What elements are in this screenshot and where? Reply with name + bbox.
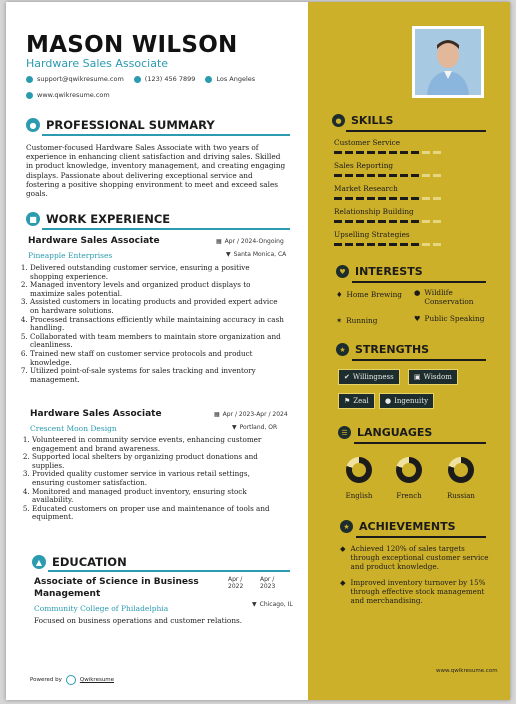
strength-3-text: Zeal — [353, 397, 369, 405]
job-2-dates-text: Apr / 2023-Apr / 2024 — [222, 411, 288, 418]
skills-divider — [346, 130, 486, 132]
language-3-ring — [448, 457, 474, 483]
website-row — [26, 91, 110, 99]
skill-segment — [378, 243, 386, 246]
strengths-divider — [352, 359, 486, 361]
job-1-company: Pineapple Enterprises — [28, 251, 113, 260]
skill-2-name: Sales Reporting — [334, 161, 394, 170]
thumbs-up-icon: ✔ — [344, 373, 350, 381]
education-dates — [228, 576, 243, 590]
email-text[interactable]: support@qwikresume.com — [37, 75, 124, 83]
brand-text[interactable]: Qwikresume — [79, 677, 115, 683]
strength-4-text: Ingenuity — [394, 397, 429, 405]
skill-segment — [389, 243, 397, 246]
list-item: 6. Trained new staff on customer service protocols and product knowledge. — [30, 350, 284, 367]
skill-4-name: Relationship Building — [334, 207, 414, 216]
job-1-title: Hardware Sales Associate — [28, 236, 160, 246]
achievements-heading-text: ACHIEVEMENTS — [359, 520, 456, 533]
candidate-title: Hardware Sales Associate — [26, 57, 169, 70]
skill-segment — [378, 220, 386, 223]
lightbulb-icon: ● — [332, 114, 345, 127]
pin-icon: ▼ — [226, 251, 231, 258]
achievement-1-text: Achieved 120% of sales targets through exceptional customer service and product knowledge. — [350, 544, 489, 571]
list-item: 4. Processed transactions efficiently while maintaining accuracy in cash handling. — [30, 316, 284, 333]
list-item: 7. Utilized point-of-sale systems for sales tracking and inventory management. — [30, 367, 284, 384]
powered-by-text: Powered by — [30, 677, 62, 683]
skill-segment — [334, 174, 342, 177]
skill-segment — [411, 243, 419, 246]
bulb-icon: ● — [385, 397, 392, 405]
skill-segment — [411, 220, 419, 223]
globe-icon — [26, 92, 33, 99]
education-heading — [32, 555, 127, 569]
skill-1-name: Customer Service — [334, 138, 401, 147]
experience-heading — [26, 212, 170, 226]
skill-segment — [422, 151, 430, 154]
website-text[interactable]: www.qwikresume.com — [37, 91, 110, 99]
skill-segment — [422, 220, 430, 223]
calendar-icon: ▦ — [214, 411, 220, 418]
education-date-end-2: 2023 — [260, 583, 276, 590]
job-2-title: Hardware Sales Associate — [30, 409, 162, 419]
skill-segment — [433, 243, 441, 246]
skill-5-name: Upselling Strategies — [334, 230, 410, 239]
summary-text: Customer-focused Hardware Sales Associate with two years of experience in enhancing client satisfaction and driving sales. Skilled in product knowledge, inventory management, and creating engaging displays. Passionate about delivering exceptional service and fostering a positive shopping environment to meet and exceed sales goals. — [26, 143, 286, 199]
strength-tag-3 — [338, 393, 375, 409]
skill-segment — [334, 197, 342, 200]
skill-segment — [356, 174, 364, 177]
strength-2-text: Wisdom — [423, 373, 452, 381]
job-1-dates — [216, 238, 284, 245]
skill-segment — [400, 151, 408, 154]
skill-segment — [345, 174, 353, 177]
skill-segment — [400, 220, 408, 223]
interest-1 — [336, 290, 402, 299]
pin-icon: ▼ — [232, 424, 237, 431]
heart-icon: ♥ — [336, 265, 349, 278]
job-2-location-text: Portland, OR — [239, 424, 278, 431]
list-item: 1. Volunteered in community service events, enhancing customer engagement and brand awareness. — [32, 436, 284, 453]
book-icon: ▣ — [414, 373, 421, 381]
education-degree: Associate of Science in Business Management — [34, 577, 199, 599]
trophy-icon: ★ — [340, 520, 353, 533]
skill-segment — [334, 243, 342, 246]
interests-heading — [336, 265, 423, 278]
strength-tag-1 — [338, 369, 400, 385]
achievement-1 — [340, 544, 490, 571]
education-dates-end — [260, 576, 275, 590]
language-1-ring — [346, 457, 372, 483]
skill-3-bar — [334, 197, 441, 200]
flag-icon: ⚑ — [344, 397, 351, 405]
list-item: 3. Assisted customers in locating products and provided expert advice on hardware solutions. — [30, 298, 284, 315]
interest-1-text: Home Brewing — [346, 290, 402, 299]
star-icon: ★ — [336, 343, 349, 356]
interest-3 — [336, 316, 377, 325]
user-icon: ● — [26, 118, 40, 132]
skills-heading — [332, 114, 393, 127]
languages-heading-text: LANGUAGES — [357, 426, 433, 439]
skill-segment — [411, 197, 419, 200]
skill-segment — [334, 220, 342, 223]
list-item: 2. Supported local shelters by organizing product donations and supplies. — [32, 453, 284, 470]
interests-divider — [352, 281, 486, 283]
education-date-end-1: Apr / — [260, 576, 275, 583]
job-1-bullets — [20, 264, 284, 384]
strengths-heading-text: STRENGTHS — [355, 343, 430, 356]
strength-1-text: Willingness — [352, 373, 394, 381]
interests-heading-text: INTERESTS — [355, 265, 423, 278]
resume-page — [6, 2, 510, 700]
education-location — [252, 601, 293, 608]
list-item: 5. Collaborated with team members to maintain store organization and cleanliness. — [30, 333, 284, 350]
graduation-cap-icon: ▲ — [32, 555, 46, 569]
skill-segment — [356, 220, 364, 223]
skill-segment — [367, 151, 375, 154]
skills-heading-text: SKILLS — [351, 114, 394, 127]
skill-segment — [345, 243, 353, 246]
language-2-ring — [396, 457, 422, 483]
strength-tag-2 — [408, 369, 458, 385]
achievements-divider — [356, 536, 486, 538]
skill-segment — [345, 220, 353, 223]
languages-heading — [338, 426, 432, 439]
trophy-icon: ◆ — [340, 578, 346, 587]
interest-3-text: Running — [346, 316, 378, 325]
language-icon: ☰ — [338, 426, 351, 439]
job-2-location — [232, 424, 277, 431]
skill-2-bar — [334, 174, 441, 177]
phone-icon — [134, 76, 141, 83]
education-note: Focused on business operations and customer relations. — [34, 616, 243, 625]
skill-segment — [389, 151, 397, 154]
education-date-start-1: Apr / — [228, 576, 243, 583]
achievement-2-text: Improved inventory turnover by 15% through effective stock management and merchandising. — [350, 578, 486, 605]
phone-text: (123) 456 7899 — [144, 75, 196, 83]
job-2-bullets — [22, 436, 284, 522]
skill-segment — [356, 151, 364, 154]
main-column — [6, 2, 308, 700]
skill-segment — [356, 243, 364, 246]
strength-tag-4 — [379, 393, 434, 409]
achievement-2 — [340, 578, 490, 605]
paw-icon: ● — [414, 288, 421, 297]
location-icon — [205, 76, 212, 83]
list-item: 3. Provided quality customer service in various retail settings, ensuring customer satisfaction. — [32, 470, 284, 487]
summary-heading-text: PROFESSIONAL SUMMARY — [46, 118, 215, 132]
skill-segment — [422, 243, 430, 246]
skill-segment — [334, 151, 342, 154]
powered-by — [30, 675, 114, 685]
beer-icon: ♦ — [336, 290, 343, 299]
list-item: 1. Delivered outstanding customer service, ensuring a positive shopping experience. — [30, 264, 284, 281]
experience-heading-text: WORK EXPERIENCE — [46, 212, 171, 226]
list-item: 4. Monitored and managed product inventory, ensuring stock availability. — [32, 488, 284, 505]
skill-segment — [345, 197, 353, 200]
experience-divider — [42, 228, 290, 230]
language-3-label: Russian — [447, 492, 475, 500]
skill-segment — [433, 220, 441, 223]
language-1-label: English — [345, 492, 373, 500]
list-item: 2. Managed inventory levels and organized product displays to maximize sales potential. — [30, 281, 284, 298]
skill-segment — [411, 151, 419, 154]
skill-segment — [378, 197, 386, 200]
profile-photo — [412, 26, 484, 98]
skill-segment — [367, 174, 375, 177]
language-ring-hole — [352, 463, 366, 477]
skill-segment — [411, 174, 419, 177]
qwikresume-logo-icon — [66, 675, 76, 685]
avatar — [415, 29, 481, 95]
skill-segment — [367, 197, 375, 200]
skill-segment — [378, 174, 386, 177]
language-2-label: French — [396, 492, 422, 500]
skill-segment — [400, 197, 408, 200]
pin-icon: ▼ — [252, 601, 257, 608]
education-school: Community College of Philadelphia — [34, 604, 169, 613]
skill-segment — [433, 151, 441, 154]
job-2-dates — [214, 411, 288, 418]
skill-segment — [367, 243, 375, 246]
candidate-name: MASON WILSON — [26, 32, 238, 58]
education-heading-text: EDUCATION — [52, 555, 127, 569]
calendar-icon: ▦ — [216, 238, 222, 245]
skill-4-bar — [334, 220, 441, 223]
strengths-heading — [336, 343, 429, 356]
skill-segment — [389, 220, 397, 223]
running-icon: ✶ — [336, 316, 343, 325]
interest-2-text: Wildlife Conservation — [424, 288, 474, 306]
list-item: 5. Educated customers on proper use and maintenance of tools and equipment. — [32, 505, 284, 522]
skill-segment — [400, 174, 408, 177]
skill-5-bar — [334, 243, 441, 246]
interest-4-text: Public Speaking — [424, 314, 485, 323]
skill-segment — [367, 220, 375, 223]
interest-4 — [414, 314, 484, 323]
job-1-dates-text: Apr / 2024-Ongoing — [224, 238, 284, 245]
trophy-icon: ◆ — [340, 544, 346, 553]
summary-heading — [26, 118, 215, 132]
skill-1-bar — [334, 151, 441, 154]
location-text: Los Angeles — [216, 75, 256, 83]
skill-3-name: Market Research — [334, 184, 398, 193]
footer-site[interactable]: www.qwikresume.com — [436, 668, 498, 674]
language-ring-hole — [454, 463, 468, 477]
language-ring-hole — [402, 463, 416, 477]
briefcase-icon: ■ — [26, 212, 40, 226]
skill-segment — [422, 197, 430, 200]
skill-segment — [433, 197, 441, 200]
job-1-location — [226, 251, 286, 258]
skill-segment — [345, 151, 353, 154]
email-icon — [26, 76, 33, 83]
skill-segment — [389, 174, 397, 177]
education-divider — [48, 570, 290, 572]
skill-segment — [400, 243, 408, 246]
interest-2 — [414, 288, 484, 306]
languages-divider — [354, 442, 486, 444]
skill-segment — [433, 174, 441, 177]
job-2-company: Crescent Moon Design — [30, 424, 117, 433]
summary-divider — [42, 134, 290, 136]
microphone-icon: ♥ — [414, 314, 421, 323]
skill-segment — [356, 197, 364, 200]
contact-row — [26, 75, 255, 83]
job-1-location-text: Santa Monica, CA — [233, 251, 287, 258]
achievements-heading — [340, 520, 456, 533]
skill-segment — [422, 174, 430, 177]
education-date-start-2: 2022 — [228, 583, 244, 590]
education-location-text: Chicago, IL — [259, 601, 293, 608]
skill-segment — [378, 151, 386, 154]
skill-segment — [389, 197, 397, 200]
